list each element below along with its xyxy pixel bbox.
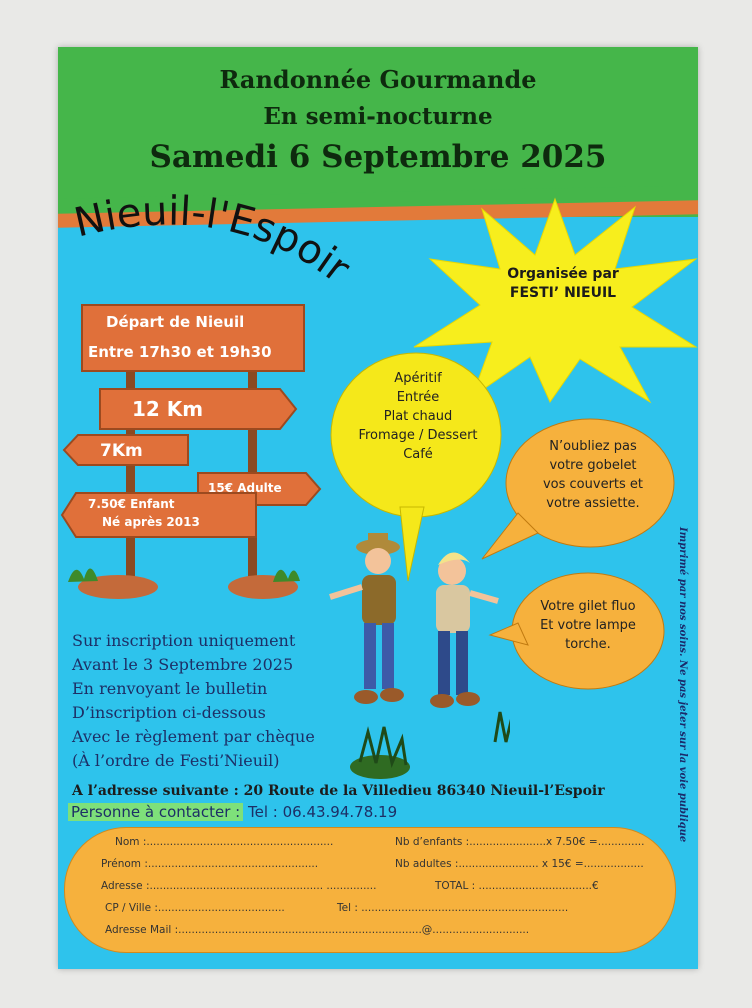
event-subtitle: En semi-nocturne [263,103,493,130]
registration-line: Avec le règlement par chèque [72,727,315,746]
registration-line: En renvoyant le bulletin [72,679,268,698]
menu-item: Entrée [396,390,440,405]
reminder-line: votre gobelet [549,458,637,473]
event-date: Samedi 6 Septembre 2025 [149,139,607,175]
reminder-line: votre assiette. [546,496,640,511]
form-adresse[interactable]: Adresse :.................................................... ............... [101,880,377,892]
registration-line: Sur inscription uniquement [72,631,296,650]
sign-depart: Départ de Nieuil [106,313,245,331]
village-name: Nieuil-l'Espoir [70,188,359,293]
sign-price-child: 7.50€ Enfant [88,497,175,511]
sign-child-note: Né après 2013 [102,515,200,529]
reminder-line: N’oubliez pas [549,439,637,454]
reminder-list [518,437,668,513]
side-note [666,527,696,927]
event-title: Randonnée Gourmande [219,65,537,94]
form-tel[interactable]: Tel : .............................................................. [337,902,569,914]
menu-item: Plat chaud [383,409,453,424]
postal-address: A l’adresse suivante : 20 Route de la Villedieu 86340 Nieuil-l’Espoir [72,783,605,799]
gear-line: torche. [565,637,611,652]
registration-form [64,827,676,953]
sign-hours: Entre 17h30 et 19h30 [88,343,272,361]
gear-line: Votre gilet fluo [540,599,636,614]
menu-item: Apéritif [394,371,442,386]
organizer-line2: FESTI’ NIEUIL [509,285,617,301]
reminder-line: vos couverts et [542,477,644,492]
gear-line: Et votre lampe [540,618,636,633]
contact-label: Personne à contacter : [68,803,243,821]
form-total[interactable]: TOTAL : ..................................€ [435,880,599,892]
sign-12km: 12 Km [132,397,204,421]
registration-line: (À l’ordre de Festi’Nieuil) [72,751,280,770]
form-mail[interactable]: Adresse Mail :.........................................................................@............................. [105,924,530,936]
flyer [58,47,698,969]
registration-info [72,629,315,773]
registration-line: D’inscription ci-dessous [72,703,266,722]
side-note-text: Imprimé par nos soins. Ne pas jeter sur la voie publique [677,527,688,843]
organizer-text [488,265,638,303]
gear-list [513,597,663,654]
menu-item: Café [403,447,433,462]
registration-line: Avant le 3 Septembre 2025 [72,655,294,674]
form-prenom[interactable]: Prénom :................................................... [101,858,319,870]
form-cp-ville[interactable]: CP / Ville :...................................... [105,902,285,914]
form-nb-adultes[interactable]: Nb adultes :........................ x 15€ =.................. [395,858,644,870]
menu-list [338,369,498,464]
sign-7km: 7Km [100,441,143,461]
sign-price-adult: 15€ Adulte [208,481,282,495]
hikers-illustration [320,527,510,787]
contact-phone: Tel : 06.43.94.78.19 [248,803,398,821]
form-nom[interactable]: Nom :........................................................ [115,836,334,848]
organizer-line1: Organisée par [507,266,619,282]
menu-item: Fromage / Dessert [358,428,478,443]
contact-line [68,803,397,821]
form-nb-enfants[interactable]: Nb d’enfants :.......................x 7.50€ =.............. [395,836,645,848]
